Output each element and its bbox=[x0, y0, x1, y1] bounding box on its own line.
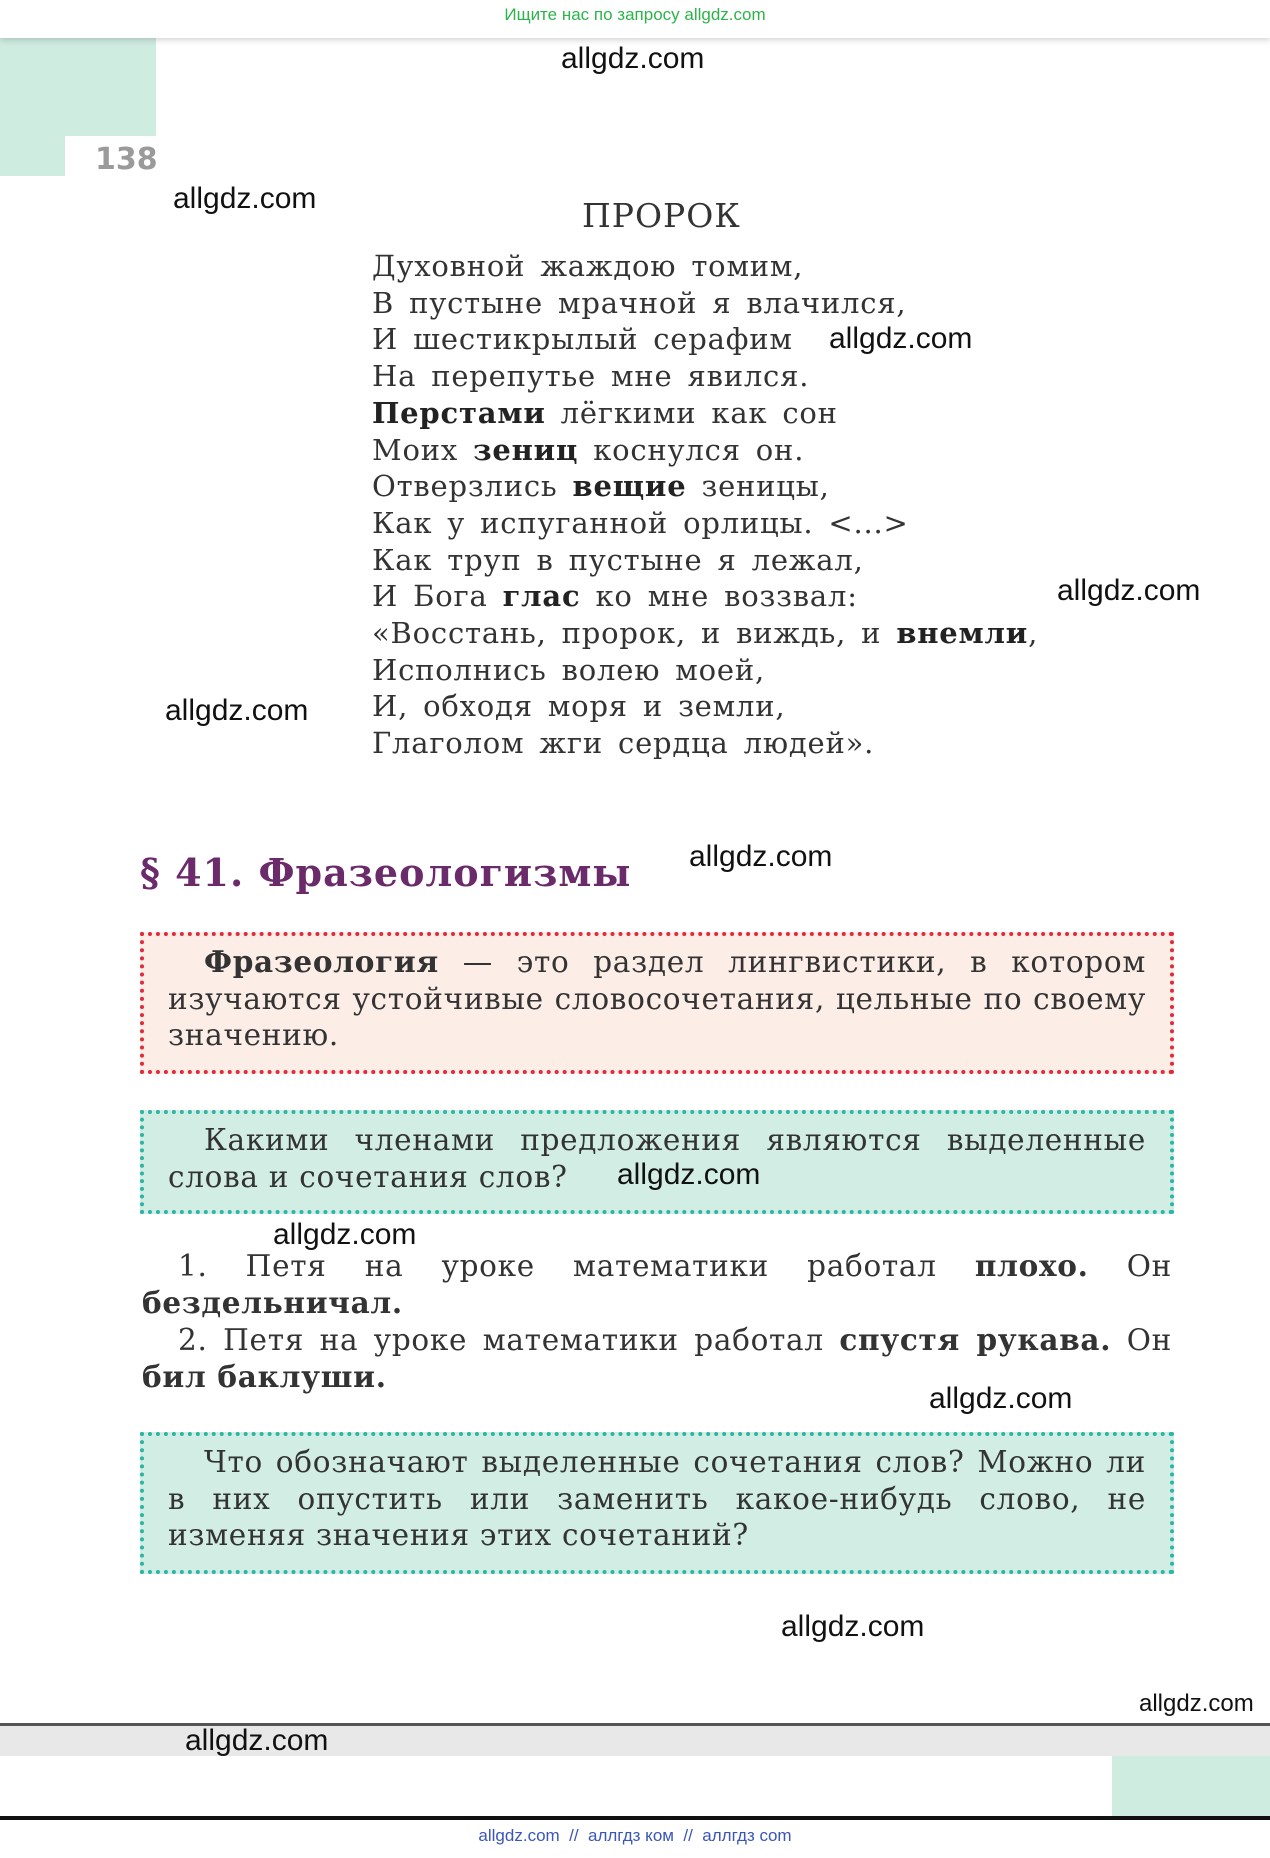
example-segment-bold: плохо. bbox=[974, 1248, 1089, 1283]
poem-segment-text: ко мне воззвал: bbox=[580, 579, 858, 614]
poem-segment-text: И, обходя моря и земли, bbox=[372, 689, 786, 724]
poem-line bbox=[372, 285, 1038, 322]
page-number: 138 bbox=[95, 142, 158, 177]
watermark: allgdz.com bbox=[1139, 1690, 1254, 1717]
watermark: allgdz.com bbox=[781, 1610, 925, 1643]
poem-segment-text: Как труп в пустыне я лежал, bbox=[372, 542, 864, 577]
poem-segment-text: зеницы, bbox=[686, 469, 830, 504]
poem-line bbox=[372, 505, 1038, 542]
poem-segment-text: , bbox=[1028, 616, 1039, 651]
poem-segment-text: Глаголом жги сердца людей». bbox=[372, 726, 875, 761]
poem-segment-bold: Перстами bbox=[372, 395, 546, 430]
page-corner-decoration-lower bbox=[0, 136, 65, 176]
section-heading: § 41. Фразеологизмы bbox=[140, 850, 632, 895]
definition-box bbox=[140, 932, 1174, 1074]
poem-line bbox=[372, 652, 1038, 689]
poem-segment-bold: глас bbox=[502, 579, 581, 614]
poem-line bbox=[372, 615, 1038, 652]
example-segment-bold: бездельничал. bbox=[142, 1284, 403, 1320]
poem-line bbox=[372, 542, 1038, 579]
poem-segment-text: «Восстань, пророк, и виждь, и bbox=[372, 616, 897, 651]
watermark: allgdz.com bbox=[1057, 574, 1201, 607]
poem-line bbox=[372, 248, 1038, 285]
poem-segment-bold: зениц bbox=[473, 432, 579, 467]
example-segment-text: Он bbox=[1088, 1249, 1173, 1283]
poem-segment-bold: вещие bbox=[572, 469, 687, 504]
poem-line bbox=[372, 725, 1038, 762]
example-1 bbox=[142, 1248, 1172, 1321]
example-1-text bbox=[142, 1248, 1172, 1321]
watermark: allgdz.com bbox=[617, 1158, 761, 1191]
example-segment-text: 1. Петя на уроке математики работал bbox=[178, 1249, 975, 1283]
watermark: allgdz.com bbox=[561, 42, 705, 75]
poem-segment-text: Как у испуганной орлицы. <...> bbox=[372, 505, 909, 540]
watermark: allgdz.com bbox=[829, 322, 973, 355]
footer-links: allgdz.com // аллгдз ком // аллгдз com bbox=[478, 1826, 792, 1845]
poem-title: ПРОРОК bbox=[582, 196, 741, 235]
definition-term: Фразеология bbox=[204, 944, 439, 979]
watermark: allgdz.com bbox=[273, 1218, 417, 1251]
next-page-corner bbox=[1112, 1756, 1270, 1816]
example-segment-bold: спустя рукава. bbox=[839, 1322, 1112, 1357]
poem-line bbox=[372, 578, 1038, 615]
poem-segment-text: На перепутье мне явился. bbox=[372, 359, 810, 394]
poem-segment-text: И шестикрылый серафим bbox=[372, 322, 793, 357]
page-corner-decoration bbox=[0, 38, 156, 136]
poem-line bbox=[372, 432, 1038, 469]
definition-rest: — это раздел лингвистики, в котором изучаются устойчивые словосочетания, цельные по своему значению. bbox=[168, 945, 1146, 1052]
question-1-text: Какими членами предложения являются выделенные слова и сочетания слов? bbox=[168, 1123, 1146, 1194]
poem-segment-text: В пустыне мрачной я влачился, bbox=[372, 285, 907, 320]
poem-segment-text: Моих bbox=[372, 432, 474, 467]
poem-segment-text: Исполнись волею моей, bbox=[372, 652, 766, 687]
poem-segment-text: Отверзлись bbox=[372, 469, 573, 504]
poem-segment-text: лёгкими как сон bbox=[545, 395, 838, 430]
poem-line bbox=[372, 468, 1038, 505]
footer-rule bbox=[0, 1816, 1270, 1820]
poem-segment-text: Духовной жаждою томим, bbox=[372, 249, 804, 283]
next-page-strip bbox=[0, 1756, 1270, 1816]
watermark: allgdz.com bbox=[689, 840, 833, 873]
top-banner-text: Ищите нас по запросу allgdz.com bbox=[504, 5, 766, 24]
poem-segment-text: И Бога bbox=[372, 579, 503, 614]
top-banner bbox=[0, 0, 1270, 38]
poem-segment-text: коснулся он. bbox=[578, 432, 805, 467]
watermark: allgdz.com bbox=[929, 1382, 1073, 1415]
example-segment-text: Он bbox=[1111, 1323, 1172, 1357]
watermark: allgdz.com bbox=[173, 182, 317, 215]
watermark: allgdz.com bbox=[165, 694, 309, 727]
poem-line bbox=[372, 395, 1038, 432]
question-2-text: Что обозначают выделенные сочетания слов? Можно ли в них опустить или заменить какое-нибудь слово, не изменяя значения этих сочетаний? bbox=[168, 1445, 1146, 1552]
watermark: allgdz.com bbox=[185, 1724, 329, 1757]
question-box-2 bbox=[140, 1432, 1174, 1574]
poem-line bbox=[372, 688, 1038, 725]
example-segment-bold: бил баклуши. bbox=[142, 1358, 387, 1394]
poem-line bbox=[372, 358, 1038, 395]
example-segment-text: 2. Петя на уроке математики работал bbox=[178, 1323, 840, 1357]
poem-segment-bold: внемли bbox=[896, 616, 1029, 651]
definition-text bbox=[168, 944, 1146, 1054]
